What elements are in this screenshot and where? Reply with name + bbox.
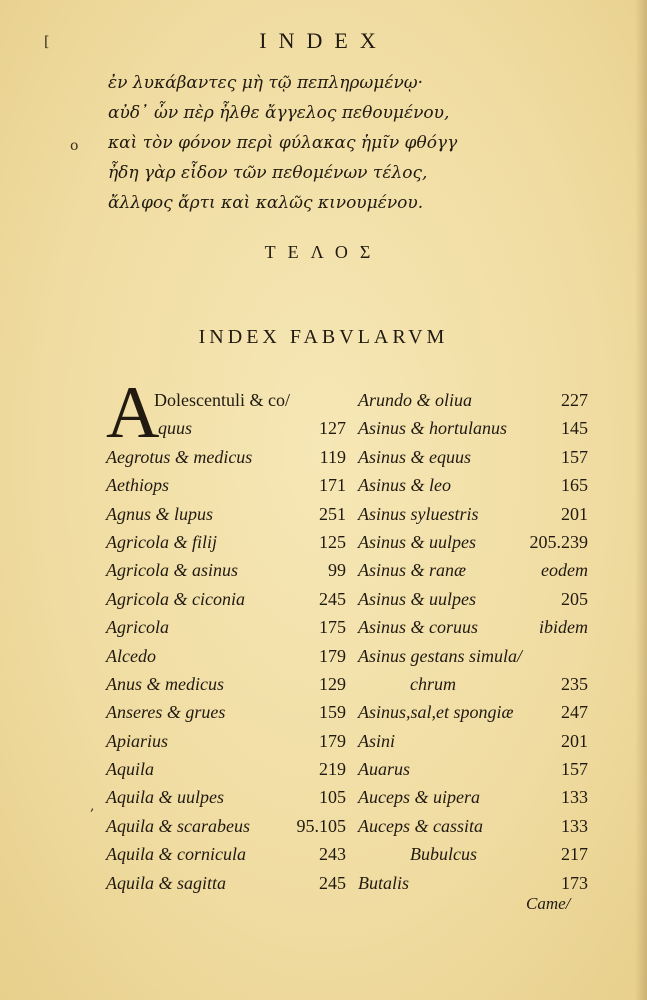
index-entry [358,414,588,442]
index-entry [358,869,588,897]
index-entry [358,500,588,528]
index-entry [106,840,346,868]
entry-name: Aquila & scarabeus [106,815,250,836]
entry-name: Agricola [106,617,169,638]
index-column-right [358,386,588,897]
entry-page: 201 [561,730,588,751]
entry-page: 129 [319,673,346,694]
margin-mark: [ [44,34,50,50]
index-title: INDEX FABVLARVM [198,326,449,348]
entry-page: 205 [561,588,588,609]
index-entry [358,755,588,783]
greek-line: ἄλλφος ἄρτι καὶ καλῶς κινουμένου. [108,193,424,213]
entry-name: Aquila [106,759,154,780]
entry-page: 99 [328,560,346,581]
entry-name: quus [158,418,193,439]
entry-page: 219 [319,759,346,780]
entry-name: Asinus & leo [358,475,451,496]
entry-page: 235 [561,673,588,694]
entry-name: Asinus syluestris [358,503,479,524]
entry-name: Asinus & uulpes [358,531,477,552]
entry-page: 217 [561,844,588,865]
greek-verse [108,68,528,218]
index-entry [106,783,346,811]
entry-page: 165 [561,475,588,496]
entry-page: 133 [561,787,588,808]
index-entry [106,528,346,556]
greek-line: αὐδ᾽ ὧν πὲρ ἦλθε ἄγγελος πεθουμένου, [108,103,450,123]
entry-name: Aquila & sagitta [106,872,227,893]
index-entry [358,840,588,868]
entry-page: 95.105 [296,815,346,836]
entry-page: 133 [561,815,588,836]
entry-page: 247 [561,702,588,723]
index-entry [106,698,346,726]
catchword: Came/ [526,894,571,913]
margin-mark: o [70,138,79,154]
index-entry [358,642,588,670]
index-entry [106,670,346,698]
entry-name: Asini [358,730,396,751]
index-entry [106,585,346,613]
entry-page: 245 [319,872,346,893]
entry-name: Bubulcus [410,844,477,865]
entry-name: Butalis [358,872,410,893]
index-entry [358,443,588,471]
entry-name: Apiarius [106,730,169,751]
entry-name: Asinus & uulpes [358,588,477,609]
entry-page: 243 [319,844,346,865]
entry-name: Auceps & cassita [358,815,483,836]
entry-name: Anseres & grues [106,702,226,723]
running-header: INDEX [259,28,388,53]
entry-page: 173 [561,872,588,893]
entry-page: 171 [319,475,346,496]
entry-page: 157 [561,759,588,780]
index-entry [106,613,346,641]
index-entry [358,698,588,726]
entry-page: 157 [561,446,588,467]
entry-page: 227 [561,390,588,410]
telos-heading: ΤΕΛΟΣ [264,242,383,262]
entry-page: ibidem [539,617,588,638]
entry-name: Arundo & oliua [358,390,473,410]
entry-name: Agricola & filij [106,531,217,552]
entry-page: 179 [319,645,346,666]
greek-line: καὶ τὸν φόνον περὶ φύλακας ἡμῖν φθόγγ [108,133,458,153]
entry-name: Dolescentuli & co/ [154,390,290,410]
index-entry [106,642,346,670]
entry-name: Anus & medicus [106,673,224,694]
index-column-left [106,372,346,897]
index-entry [106,727,346,755]
entry-page: 201 [561,503,588,524]
index-entry [358,670,588,698]
entry-page: 105 [319,787,346,808]
index-entry [358,613,588,641]
drop-capital: A [106,372,160,454]
entry-name: Agricola & ciconia [106,588,245,609]
index-entry [106,414,346,442]
entry-page: eodem [541,560,588,581]
entry-page: 245 [319,588,346,609]
entry-page: 119 [319,446,346,467]
entry-page: 127 [319,418,346,439]
entry-name: Aquila & uulpes [106,787,224,808]
index-entry [106,500,346,528]
entry-name: Agricola & asinus [106,560,239,581]
entry-page: 205.239 [529,531,588,552]
index-entry [106,386,346,414]
entry-name: Asinus & coruus [358,617,479,638]
greek-line: ἐν λυκάβαντες μὴ τῷ πεπληρωμένῳ· [108,73,424,93]
entry-name: Asinus gestans simula/ [358,645,523,666]
index-entry [358,812,588,840]
index-entry [358,556,588,584]
entry-page: 125 [319,531,346,552]
index-entry [358,471,588,499]
index-entry [106,869,346,897]
index-entry [358,585,588,613]
entry-page: 251 [319,503,346,524]
entry-name: Auceps & uipera [358,787,480,808]
index-entry [106,443,346,471]
entry-name: Agnus & lupus [106,503,214,524]
entry-page: 159 [319,702,346,723]
entry-name: Asinus & ranæ [358,560,467,581]
entry-page: 179 [319,730,346,751]
entry-name: Asinus & hortulanus [358,418,508,439]
entry-name: Asinus,sal,et spongiæ [358,702,514,723]
index-entry [106,755,346,783]
entry-name: chrum [410,673,456,694]
index-entry [358,783,588,811]
entry-page: 175 [319,617,346,638]
page-edge-shadow [635,0,647,1000]
entry-name: Aethiops [106,475,169,496]
entry-name: Asinus & equus [358,446,472,467]
index-entry [358,386,588,414]
index-entry [106,556,346,584]
entry-name: Aegrotus & medicus [106,446,253,467]
greek-line: ἦδη γὰρ εἶδον τῶν πεθομένων τέλος, [108,163,428,183]
index-entry [358,727,588,755]
margin-mark: , [90,798,95,814]
index-entry [106,471,346,499]
index-entry [358,528,588,556]
index-entry [106,812,346,840]
entry-name: Aquila & cornicula [106,844,246,865]
entry-page: 145 [561,418,588,439]
entry-name: Auarus [358,759,411,780]
entry-name: Alcedo [106,645,156,666]
